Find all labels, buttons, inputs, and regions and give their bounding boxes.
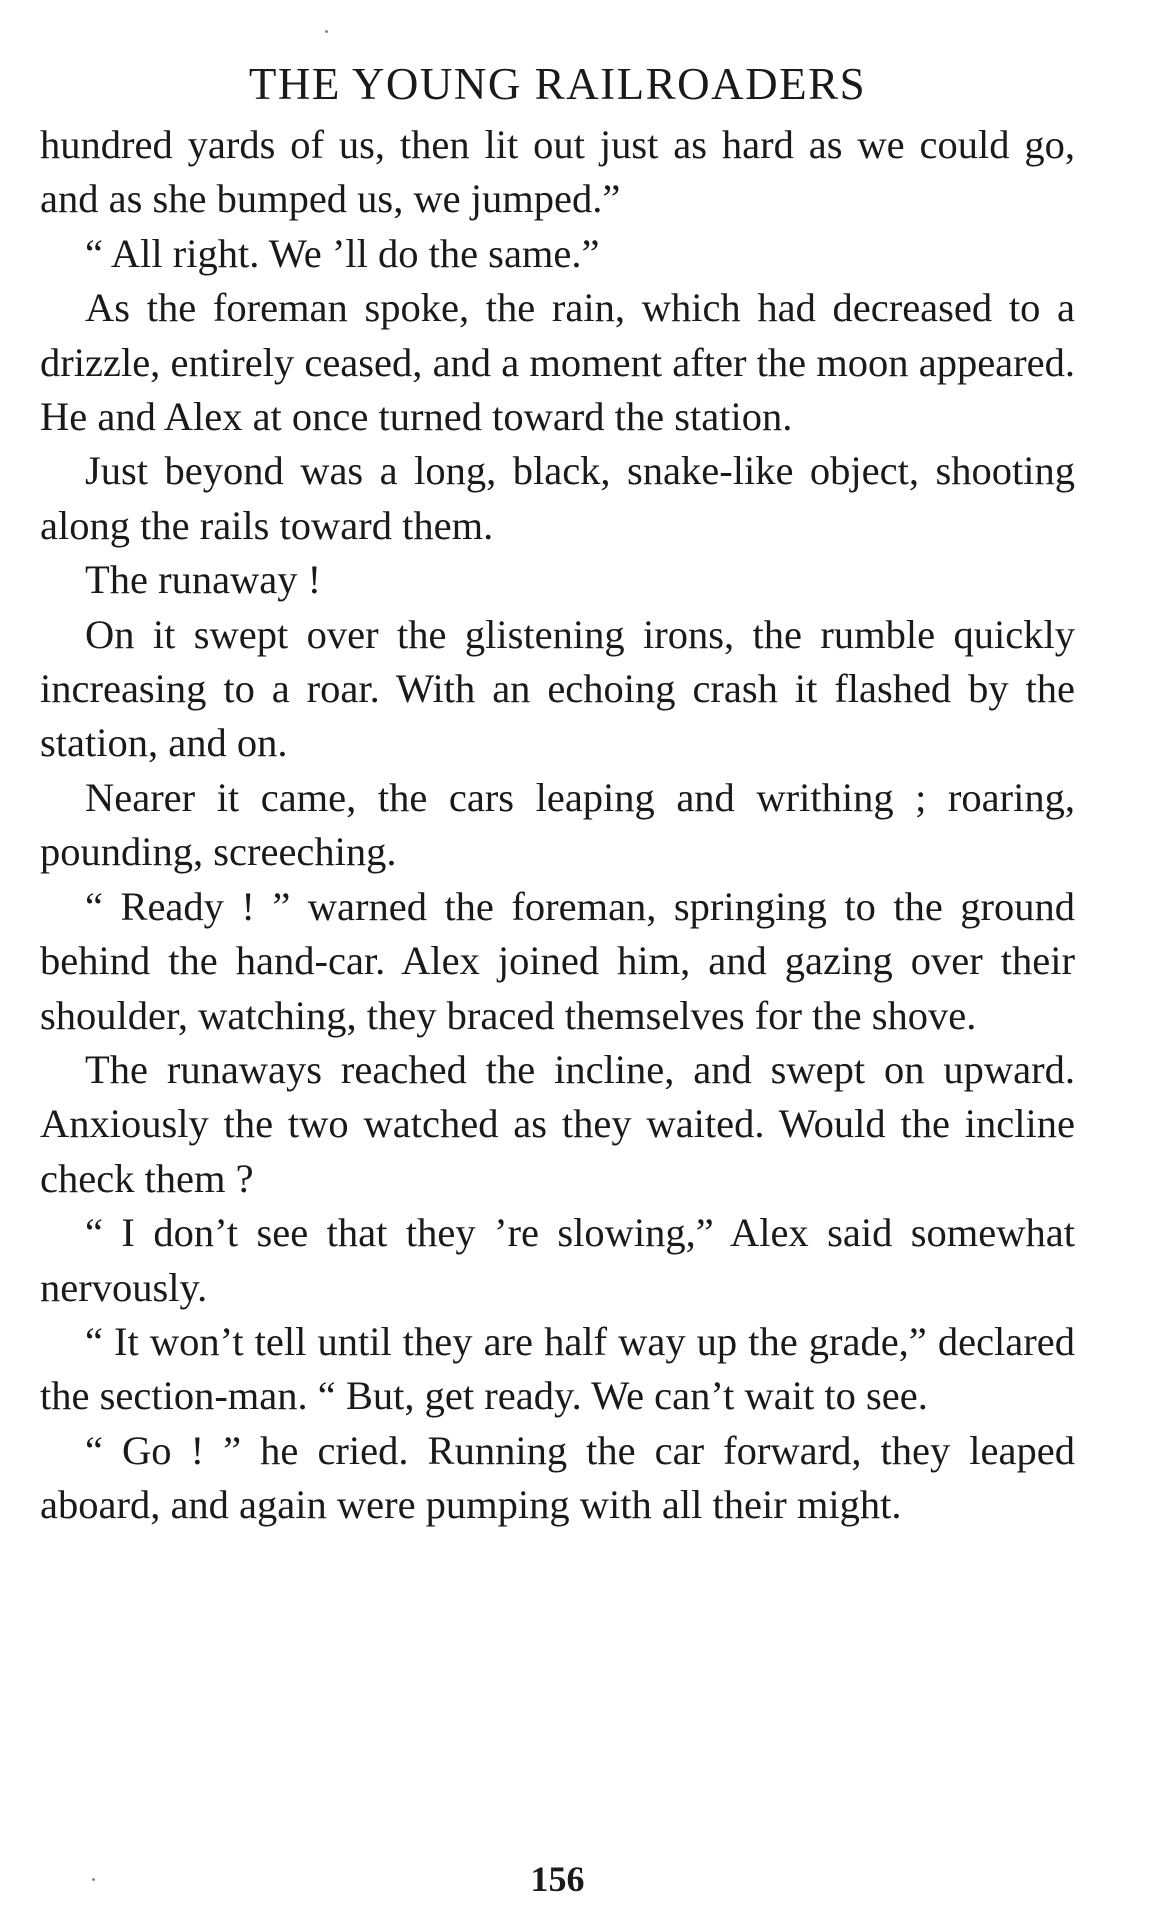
- body-text: [40, 118, 1075, 1533]
- paragraph: “ Go ! ” he cried. Running the car forward, they leaped aboard, and again were pumping with all their might.: [40, 1427, 1075, 1528]
- page-number: 156: [530, 1859, 585, 1899]
- paragraph: “ All right. We ’ll do the same.”: [85, 230, 600, 276]
- paper-speck: [92, 1878, 95, 1881]
- paragraph: As the foreman spoke, the rain, which had decreased to a drizzle, entirely ceased, and a moment after the moon appeared. He and Alex at once turned toward the station.: [40, 285, 1075, 440]
- running-title: THE YOUNG RAILROADERS: [248, 59, 867, 109]
- book-page: [40, 58, 1075, 1899]
- paragraph: “ It won’t tell until they are half way up the grade,” declared the section-man. “ But, get ready. We can’t wait to see.: [40, 1318, 1075, 1419]
- paragraph: On it swept over the glistening irons, the rumble quickly increasing to a roar. With an echoing crash it flashed by the station, and on.: [40, 611, 1075, 766]
- paragraph: Just beyond was a long, black, snake-like object, shooting along the rails toward them.: [40, 448, 1075, 548]
- paper-speck: [325, 30, 328, 33]
- paragraph-continuation: hundred yards of us, then lit out just as hard as we could go, and as she bumped us, we jumped.”: [40, 122, 1075, 222]
- paragraph: The runaways reached the incline, and swept on upward. Anxiously the two watched as they waited. Would the incline check them ?: [40, 1046, 1075, 1201]
- paragraph: “ I don’t see that they ’re slowing,” Alex said somewhat nervously.: [40, 1210, 1075, 1310]
- paragraph: “ Ready ! ” warned the foreman, springing to the ground behind the hand-car. Alex joined him, and gazing over their shoulder, watching, they braced themselves for the shove.: [40, 883, 1075, 1038]
- paragraph: Nearer it came, the cars leaping and writhing ; roaring, pounding, screeching.: [40, 774, 1075, 875]
- paragraph: The runaway !: [85, 557, 322, 603]
